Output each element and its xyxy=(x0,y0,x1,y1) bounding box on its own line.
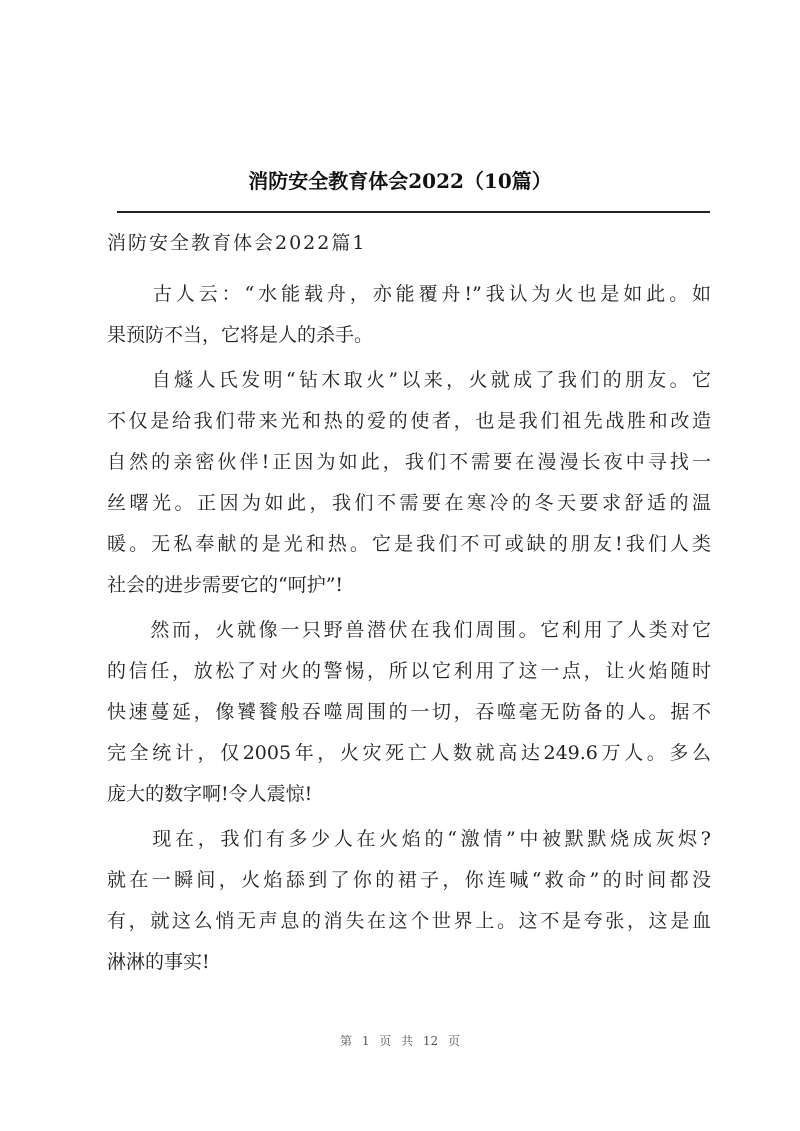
text-line: 自燧人氏发明“钻木取火”以来，火就成了我们的朋友。它 xyxy=(107,369,711,391)
paragraph xyxy=(107,274,711,356)
text-line: 淋淋的事实! xyxy=(107,951,210,973)
text-line: 有，就这么悄无声息的消失在这个世界上。这不是夸张，这是血 xyxy=(107,910,711,932)
paragraph xyxy=(107,819,711,983)
text-line: 现在，我们有多少人在火焰的“激情”中被默默烧成灰烬? xyxy=(107,828,711,850)
title-divider xyxy=(117,211,710,213)
text-line: 的信任，放松了对火的警惕，所以它利用了这一点，让火焰随时 xyxy=(107,660,711,682)
paragraph xyxy=(107,610,711,815)
text-line: 古人云：“水能载舟，亦能覆舟!”我认为火也是如此。如 xyxy=(107,283,711,305)
text-line: 完全统计，仅2005年，火灾死亡人数就高达249.6万人。多么 xyxy=(107,742,711,764)
text-line: 社会的进步需要它的“呵护”! xyxy=(107,574,344,596)
text-line: 然而，火就像一只野兽潜伏在我们周围。它利用了人类对它 xyxy=(107,619,711,641)
document-title: 消防安全教育体会2022（10篇） xyxy=(248,169,552,193)
text-line: 暖。无私奉献的是光和热。它是我们不可或缺的朋友!我们人类 xyxy=(107,533,711,555)
text-line: 快速蔓延，像饕餮般吞噬周围的一切，吞噬毫无防备的人。据不 xyxy=(107,701,711,723)
section-heading: 消防安全教育体会2022篇1 xyxy=(107,232,367,254)
document-body xyxy=(107,228,711,987)
page-footer: 第 1 页 共 12 页 xyxy=(340,1034,460,1048)
text-line: 不仅是给我们带来光和热的爱的使者，也是我们祖先战胜和改造 xyxy=(107,410,711,432)
text-line: 丝曙光。正因为如此，我们不需要在寒冷的冬天要求舒适的温 xyxy=(107,492,711,514)
text-line: 自然的亲密伙伴!正因为如此，我们不需要在漫漫长夜中寻找一 xyxy=(107,451,711,473)
text-line: 就在一瞬间，火焰舔到了你的裙子，你连喊“救命”的时间都没 xyxy=(107,869,711,891)
paragraph xyxy=(107,360,711,606)
text-line: 庞大的数字啊!令人震惊! xyxy=(107,783,313,805)
text-line: 果预防不当，它将是人的杀手。 xyxy=(107,324,374,346)
